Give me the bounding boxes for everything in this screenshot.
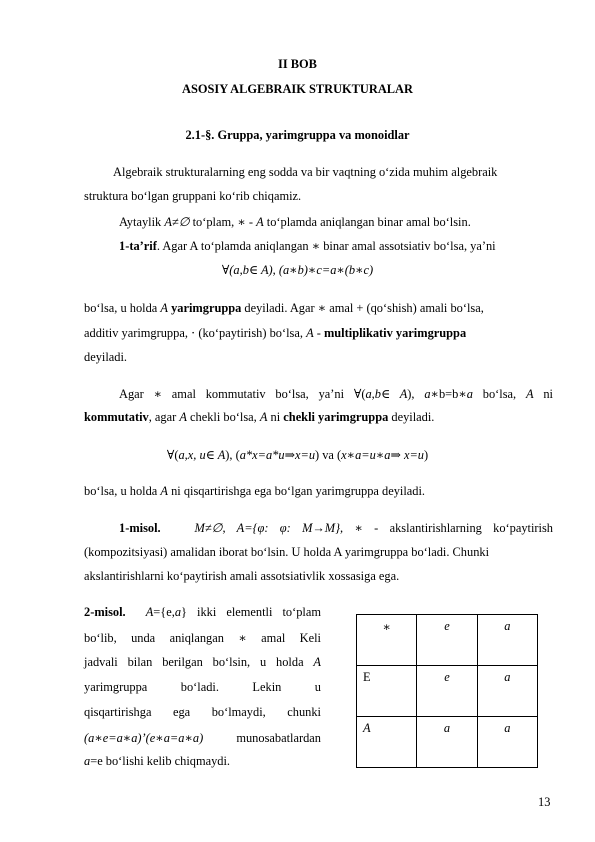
assumption-line: Aytaylik A≠∅ to‘plam, ∗ - A to‘plamda aniqlangan binar amal bo‘lsin. (119, 215, 471, 229)
table-cell: a (477, 717, 537, 768)
page-number: 13 (538, 795, 551, 809)
definition-1-label: 1-ta’rif (119, 239, 157, 253)
table-row (357, 666, 538, 717)
example-1-label: 1-misol. (119, 521, 161, 535)
table-cell: E (357, 666, 417, 717)
definition-1-line-4: additiv yarimgruppa, ⋅ (ko‘paytirish) bo‘lsa, A - multiplikativ yarimgruppa (84, 326, 467, 340)
table-cell: a (477, 615, 537, 666)
example-2-label: 2-misol. (84, 605, 126, 619)
table-row (357, 615, 538, 666)
example-2-line-7: a=e bo‘lishi kelib chiqmaydi. (84, 754, 231, 768)
example-2-line-2: bo‘lib, unda aniqlangan ∗ amal Keli (84, 631, 321, 645)
chapter-title: ASOSIY ALGEBRAIK STRUKTURALAR (182, 82, 413, 96)
section-title: 2.1-§. Gruppa, yarimgruppa va monoidlar (185, 128, 410, 142)
definition-1-line-3: bo‘lsa, u holda A yarimgruppa deyiladi. Agar ∗ amal + (qo‘shish) amali bo‘lsa, (84, 301, 484, 315)
definition-1-line: 1-ta’rif. Agar A to‘plamda aniqlangan ∗ binar amal assotsiativ bo‘lsa, ya’ni (119, 239, 496, 253)
intro-line-1: Algebraik strukturalarning eng sodda va bir vaqtning o‘zida muhim algebraik (113, 165, 498, 179)
cayley-table (356, 614, 538, 768)
table-cell: A (357, 717, 417, 768)
table-cell: e (417, 615, 477, 666)
commutative-line-1: Agar ∗ amal kommutativ bo‘lsa, ya’ni ∀(a,b∈ A), a∗b=b∗a bo‘lsa, A ni (119, 387, 553, 401)
example-1-line-2: (kompozitsiyasi) amalidan iborat bo‘lsin. U holda A yarimgruppa bo‘ladi. Chunki (84, 545, 490, 559)
table-cell: ∗ (357, 615, 417, 666)
associativity-formula: ∀(a,b∈ A), (a∗b)∗c=a∗(b∗c) (221, 263, 374, 277)
intro-line-2: struktura bo‘lgan gruppani ko‘rib chiqamiz. (84, 189, 302, 203)
cancellation-line: bo‘lsa, u holda A ni qisqartirishga ega bo‘lgan yarimgruppa deyiladi. (84, 484, 426, 498)
example-2-line-1: 2-misol. A={e,a} ikki elementli to‘plam (84, 605, 321, 619)
chapter-heading: II BOB (278, 57, 317, 71)
table-cell: e (417, 666, 477, 717)
table-cell: a (417, 717, 477, 768)
example-2-line-3: jadvali bilan berilgan bo‘lsin, u holda A (84, 655, 321, 669)
example-2-line-6: (a∗e=a∗a)’(e∗a=a∗a) munosabatlardan (84, 731, 321, 745)
cancellation-formula: ∀(a,x, u∈ A), (a*x=a*u⇒x=u) va (x∗a=u∗a⇒ x=u) (166, 448, 429, 462)
example-1-line-3: akslantirishlarni ko‘paytirish amali assotsiativlik xossasiga ega. (84, 569, 400, 583)
definition-1-line-5: deyiladi. (84, 350, 128, 364)
table-cell: a (477, 666, 537, 717)
example-2-line-4: yarimgruppa bo‘ladi. Lekin u (84, 680, 321, 694)
example-1-line-1: 1-misol. M≠∅, A={φ: φ: M→M}, ∗ - akslantirishlarning ko‘paytirish (119, 521, 554, 535)
example-2-line-5: qisqartirishga ega bo‘lmaydi, chunki (84, 705, 321, 719)
table-row (357, 717, 538, 768)
commutative-line-2: kommutativ, agar A chekli bo‘lsa, A ni chekli yarimgruppa deyiladi. (84, 410, 435, 424)
